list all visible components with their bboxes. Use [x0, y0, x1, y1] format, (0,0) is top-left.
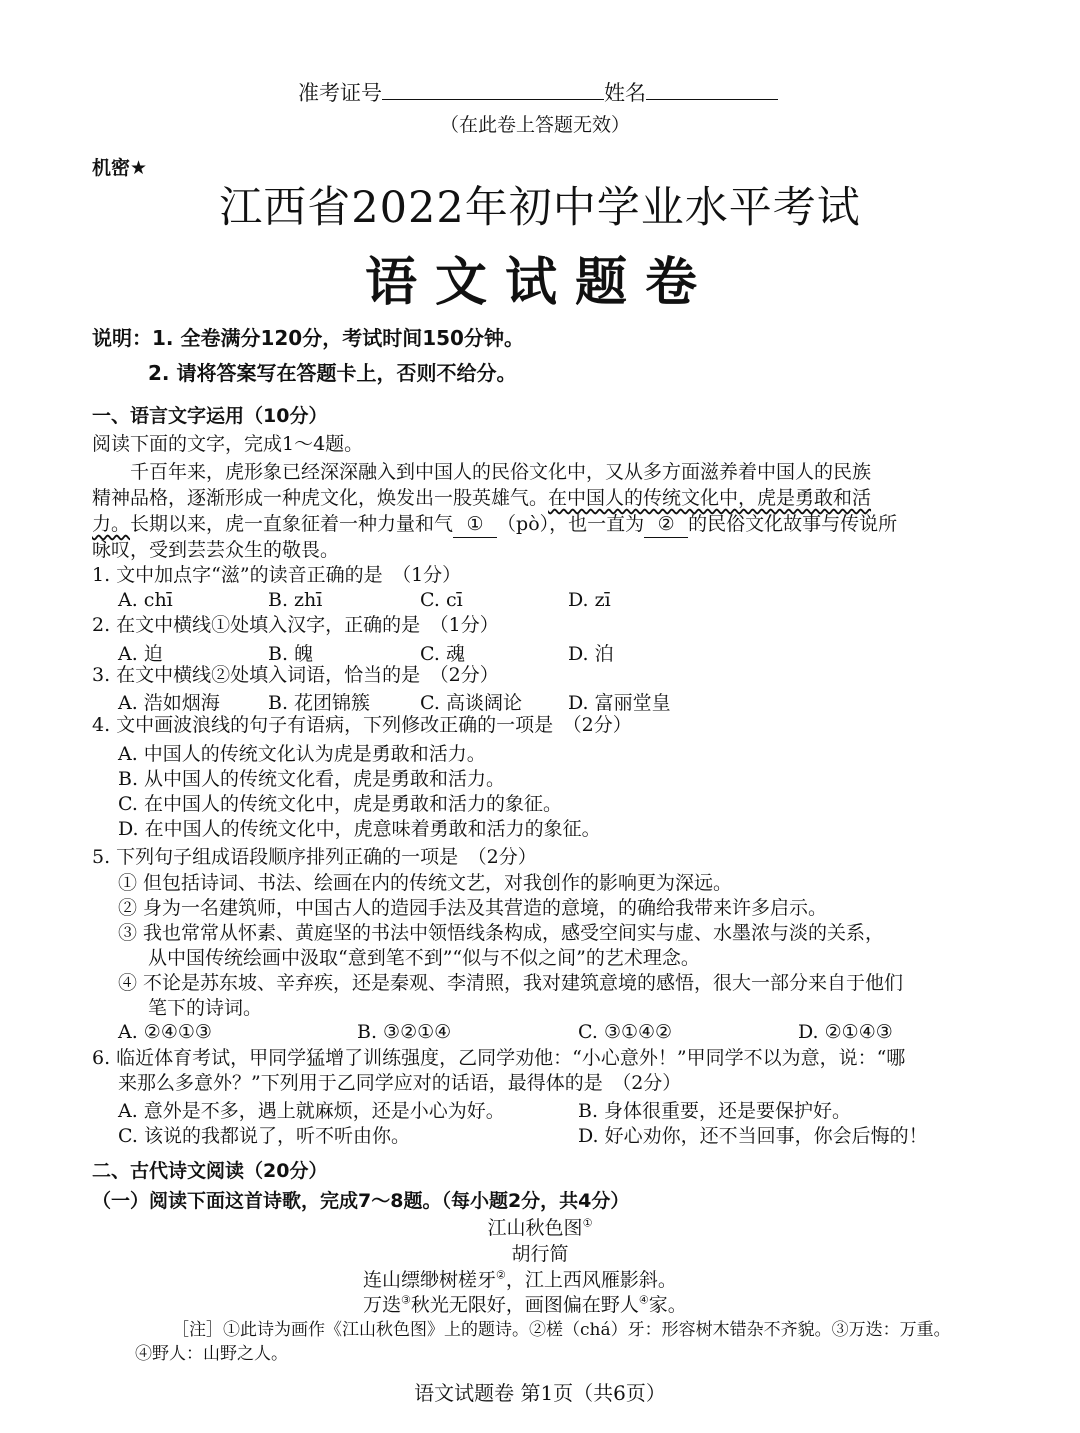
q2-option-d: D. 泊: [568, 643, 614, 665]
exam-title: 江西省2022年初中学业水平考试: [219, 183, 861, 233]
poem-line-1: [363, 1265, 677, 1292]
q5-option-b: B. ③②①④: [357, 1021, 452, 1043]
q5-sentence-2: ② 身为一名建筑师，中国古人的造园手法及其营造的意境，的确给我带来许多启示。: [118, 897, 828, 919]
poem-notes-line-1: ［注］①此诗为画作《江山秋色图》上的题诗。②槎（chá）牙：形容树木错杂不齐貌。③万迭：万重。: [172, 1320, 951, 1340]
poem-title: [0, 1213, 1080, 1240]
passage-line-3c: （pò），也一直为: [497, 513, 645, 535]
wavy-sentence-part1: 在中国人的传统文化中，虎是勇敢和活: [548, 487, 872, 509]
q6-option-c: C. 该说的我都说了，听不听由你。: [118, 1125, 410, 1147]
instruction-1: 说明：1. 全卷满分120分，考试时间150分钟。: [92, 326, 524, 350]
instruction-2: 2. 请将答案写在答题卡上，否则不给分。: [148, 361, 517, 385]
q2-option-c: C. 魂: [420, 643, 465, 665]
q5-sentence-4b: 笔下的诗词。: [148, 997, 263, 1019]
poem-line-2a: 万迭: [363, 1294, 402, 1316]
q6-stem-b: 来那么多意外？”下列用于乙同学应对的话语，最得体的是 （2分）: [118, 1072, 682, 1094]
poem-line-2: [363, 1290, 687, 1317]
section2-sub-heading: （一）阅读下面这首诗歌，完成7～8题。（每小题2分，共4分）: [92, 1190, 630, 1212]
q4-stem: 4. 文中画波浪线的句子有语病，下列修改正确的一项是 （2分）: [92, 714, 632, 736]
q3-option-c: C. 高谈阔论: [420, 692, 522, 714]
q3-option-b: B. 花团锦簇: [268, 692, 371, 714]
q4-option-d: D. 在中国人的传统文化中，虎意味着勇敢和活力的象征。: [118, 818, 601, 840]
poem-line-2c: 家。: [648, 1294, 687, 1316]
name-label: 姓名: [604, 81, 646, 105]
q2-option-a: A. 迫: [118, 643, 163, 665]
q5-option-c: C. ③①④②: [578, 1021, 673, 1043]
q5-sentence-4a: ④ 不论是苏东坡、辛弃疾，还是秦观、李清照，我对建筑意境的感悟，很大一部分来自于他们: [118, 972, 904, 994]
poem-title-text: 江山秋色图: [487, 1217, 583, 1239]
q1-option-d: D. zī: [568, 589, 611, 611]
secret-mark: 机密★: [92, 157, 148, 179]
blank-1: ①: [453, 512, 497, 538]
poem-line-2b: 秋光无限好，画图偏在野人: [410, 1294, 639, 1316]
wavy-sentence-part2: 力。: [92, 513, 131, 535]
q1-option-a: A. chī: [118, 589, 173, 611]
q6-option-d: D. 好心劝你，还不当回事，你会后悔的！: [578, 1125, 928, 1147]
passage-line-3b: 长期以来，虎一直象征着一种力量和气: [130, 513, 454, 535]
name-blank: [646, 81, 778, 100]
q5-stem: 5. 下列句子组成语段顺序排列正确的一项是 （2分）: [92, 846, 537, 868]
blank-2: ②: [644, 512, 688, 538]
poem-title-note-mark: ①: [582, 1216, 593, 1230]
q5-sentence-3a: ③ 我也常常从怀素、黄庭坚的书法中领悟线条构成，感受空间实与虚、水墨浓与淡的关系，: [118, 922, 885, 944]
q6-stem-a: 6. 临近体育考试，甲同学猛增了训练强度，乙同学劝他：“小心意外！”甲同学不以为意，说：“哪: [92, 1047, 906, 1069]
poem-line-1a: 连山缥缈树槎牙: [363, 1269, 497, 1291]
passage-line-2: [92, 486, 871, 511]
poem-line-1b: ，江上西风雁影斜。: [505, 1269, 677, 1291]
section2-heading: 二、古代诗文阅读（20分）: [92, 1160, 328, 1182]
q1-stem: 1. 文中加点字“滋”的读音正确的是 （1分）: [92, 564, 462, 586]
passage-line-1: 千百年来，虎形象已经深深融入到中国人的民俗文化中，又从多方面滋养着中国人的民族: [130, 461, 872, 483]
q6-option-a: A. 意外是不多，遇上就麻烦，还是小心为好。: [118, 1100, 505, 1122]
passage-line-2a: 精神品格，逐渐形成一种虎文化，焕发出一股英雄气。: [92, 487, 549, 509]
passage-line-3: [92, 512, 897, 538]
q4-option-b: B. 从中国人的传统文化看，虎是勇敢和活力。: [118, 768, 506, 790]
poem-line-1-note-mark: ②: [496, 1268, 506, 1282]
q1-option-c: C. cī: [420, 589, 463, 611]
q5-sentence-1: ① 但包括诗词、书法、绘画在内的传统文艺，对我创作的影响更为深远。: [118, 872, 733, 894]
q1-option-b: B. zhī: [268, 589, 323, 611]
passage-line-4: 咏叹，受到芸芸众生的敬畏。: [92, 539, 340, 561]
poem-line-2-note-mark: ③: [401, 1293, 411, 1307]
invalid-note: （在此卷上答题无效）: [440, 114, 631, 136]
q4-option-c: C. 在中国人的传统文化中，虎是勇敢和活力的象征。: [118, 793, 562, 815]
poem-notes-line-2: ④野人：山野之人。: [135, 1344, 288, 1364]
section1-heading: 一、语言文字运用（10分）: [92, 405, 328, 427]
q5-option-d: D. ②①④③: [798, 1021, 893, 1043]
q3-option-a: A. 浩如烟海: [118, 692, 220, 714]
q4-option-a: A. 中国人的传统文化认为虎是勇敢和活力。: [118, 743, 486, 765]
candidate-info-line: [298, 77, 778, 107]
q2-option-b: B. 魄: [268, 643, 314, 665]
poet-name: 胡行简: [511, 1243, 569, 1265]
q2-stem: 2. 在文中横线①处填入汉字，正确的是 （1分）: [92, 614, 499, 636]
candidate-number-label: 准考证号: [298, 81, 382, 105]
q5-sentence-3b: 从中国传统绘画中汲取“意到笔不到”“似与不似之间”的艺术理念。: [148, 947, 700, 969]
poem-line-2-note-mark-2: ④: [638, 1293, 649, 1307]
subject-title: 语文试题卷: [364, 253, 715, 313]
q3-stem: 3. 在文中横线②处填入词语，恰当的是 （2分）: [92, 664, 499, 686]
candidate-number-blank: [382, 81, 604, 100]
section1-intro: 阅读下面的文字，完成1～4题。: [92, 433, 364, 455]
q3-option-d: D. 富丽堂皇: [568, 692, 671, 714]
q6-option-b: B. 身体很重要，还是要保护好。: [578, 1100, 852, 1122]
q5-option-a: A. ②④①③: [118, 1021, 212, 1043]
page-footer: 语文试题卷 第1页（共6页）: [414, 1381, 666, 1405]
passage-line-3d: 的民俗文化故事与传说所: [688, 513, 898, 535]
